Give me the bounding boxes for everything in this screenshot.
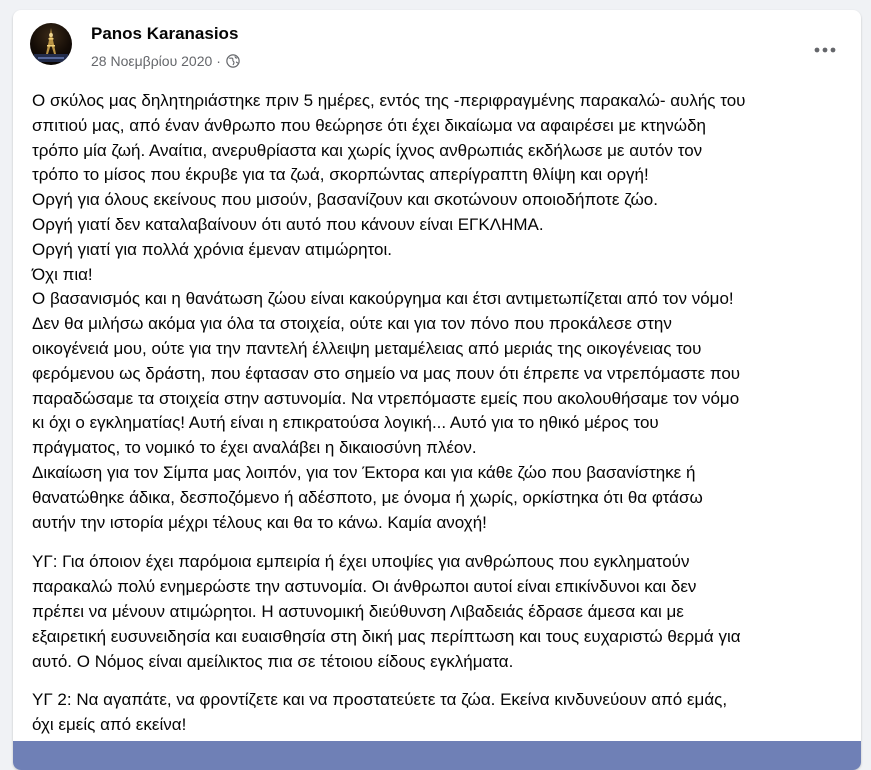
more-options-button[interactable] bbox=[807, 32, 843, 68]
avatar-image bbox=[30, 23, 72, 65]
meta-separator: · bbox=[216, 53, 221, 69]
post-meta bbox=[91, 53, 240, 69]
post-header bbox=[13, 10, 861, 80]
globe-icon[interactable] bbox=[226, 54, 240, 68]
post-card bbox=[13, 10, 861, 770]
post-text bbox=[32, 89, 852, 738]
post-paragraph-main: Ο σκύλος μας δηλητηριάστηκε πριν 5 ημέρες, εντός της -περιφραγμένης παρακαλώ- αυλής του σπιτιού μας, από έναν άνθρωπο που θεώρησε ότι έχει δικαίωμα να αφαιρέσει με κτηνώδη τρόπο μία ζωή. Αναίτια, ανερυθρίαστα και χωρίς ίχνος ανθρωπιάς εκδήλωσε με αυτόν τον τρόπο το μίσος που έκρυβε για τα ζωά, σκορπώντας απερίγραπτη θλίψη και οργή! Οργή για όλους εκείνους που μισούν, βασανίζουν και σκοτώνουν οποιοδήποτε ζώο. Οργή γιατί δεν καταλαβαίνουν ότι αυτό που κάνουν είναι ΕΓΚΛΗΜΑ. Οργή γιατί για πολλά χρόνια έμεναν ατιμώρητοι. Όχι πια! Ο βασανισμός και η θανάτωση ζώου είναι κακούργημα και έτσι αντιμετωπίζεται από τον νόμο! Δεν θα μιλήσω ακόμα για όλα τα στοιχεία, ούτε και για τον πόνο που προκάλεσε στην οικογένειά μου, ούτε για την παντελή έλλειψη μεταμέλειας από μεριάς της οικογένειας του φερόμενου ως δράστη, που έφτασαν στο σημείο να μας πουν ότι έπρεπε να ντρεπόμαστε που παραδώσαμε τα στοιχεία στην αστυνομία. Να ντρεπόμαστε εμείς που ακολουθήσαμε τον νόμο κι όχι ο εγκληματίας! Αυτή είναι η επικρατούσα λογική... Αυτό για το ηθικό μέρος του πράγματος, το νομικό το έχει αναλάβει η δικαιοσύνη πλέον. Δικαίωση για τον Σίμπα μας λοιπόν, για τον Έκτορα και για κάθε ζώο που βασανίστηκε ή θανατώθηκε άδικα, δεσποζόμενο ή αδέσποτο, με όνομα ή χωρίς, ορκίστηκα ότι θα φτάσω αυτήν την ιστορία μέχρι τέλους και θα το κάνω. Καμία ανοχή! bbox=[32, 91, 746, 532]
post-date[interactable]: 28 Νοεμβρίου 2020 bbox=[91, 53, 213, 69]
more-options-icon bbox=[814, 47, 836, 53]
post-paragraph-ps2: ΥΓ 2: Να αγαπάτε, να φροντίζετε και να προστατεύετε τα ζώα. Εκείνα κινδυνεύουν από εμάς, όχι εμείς από εκείνα! bbox=[32, 690, 728, 735]
post-paragraph-ps1: ΥΓ: Για όποιον έχει παρόμοια εμπειρία ή έχει υποψίες για ανθρώπους που εγκληματούν παρακαλώ πολύ ενημερώστε την αστυνομία. Οι άνθρωποι αυτοί είναι επικίνδυνοι και δεν πρέπει να μένουν ατιμώρητοι. Η αστυνομική διεύθυνση Λιβαδειάς έδρασε άμεσα και με εξαιρετική ευσυνειδησία και ευαισθησία στη δική μας περίπτωση και τους ευχαριστώ θερμά για αυτό. Ο Νόμος είναι αμείλικτος πια σε τέτοιου είδους εγκλήματα. bbox=[32, 552, 741, 671]
author-name[interactable]: Panos Karanasios bbox=[91, 24, 239, 43]
author-avatar[interactable] bbox=[30, 23, 72, 65]
post-attachment-preview[interactable] bbox=[13, 741, 861, 770]
